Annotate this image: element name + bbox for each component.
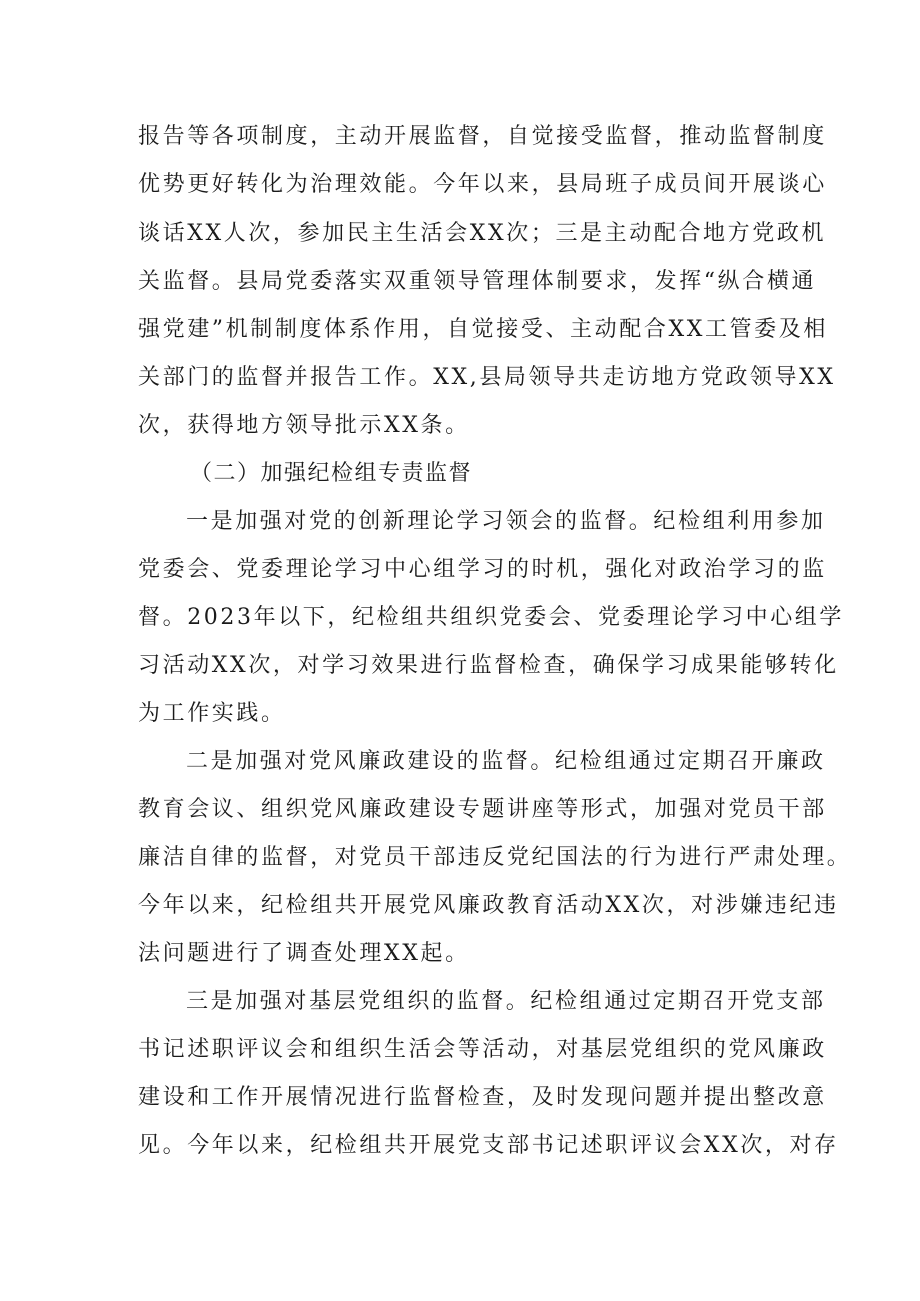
text-line: 报告等各项制度，主动开展监督，自觉接受监督，推动监督制度 bbox=[138, 124, 827, 149]
text-line: 督。2023年以下，纪检组共组织党委会、党委理论学习中心组学 bbox=[138, 605, 844, 630]
text-line: 教育会议、组织党风廉政建设专题讲座等形式，加强对党员干部 bbox=[138, 797, 827, 822]
text-line: 优势更好转化为治理效能。今年以来，县局班子成员间开展谈心 bbox=[138, 172, 827, 197]
text-line: 法问题进行了调查处理XX起。 bbox=[138, 941, 470, 966]
text-line: 书记述职评议会和组织生活会等活动，对基层党组织的党风廉政 bbox=[138, 1037, 827, 1062]
text-line: 党委会、党委理论学习中心组学习的时机，强化对政治学习的监 bbox=[138, 557, 827, 582]
text-line: 建设和工作开展情况进行监督检查，及时发现问题并提出整改意 bbox=[138, 1085, 827, 1110]
text-line: 谈话XX人次，参加民主生活会XX次；三是主动配合地方党政机 bbox=[138, 221, 827, 246]
text-line: 三是加强对基层党组织的监督。纪检组通过定期召开党支部 bbox=[186, 989, 826, 1014]
text-line: 一是加强对党的创新理论学习领会的监督。纪检组利用参加 bbox=[186, 509, 826, 534]
text-line: 强党建”机制制度体系作用，自觉接受、主动配合XX工管委及相 bbox=[138, 317, 828, 342]
text-line: 关部门的监督并报告工作。XX,县局领导共走访地方党政领导XX bbox=[138, 365, 836, 390]
text-line: 廉洁自律的监督，对党员干部违反党纪国法的行为进行严肃处理。 bbox=[138, 845, 852, 870]
text-line: 今年以来，纪检组共开展党风廉政教育活动XX次，对涉嫌违纪违 bbox=[138, 893, 839, 918]
text-line: 二是加强对党风廉政建设的监督。纪检组通过定期召开廉政 bbox=[186, 749, 826, 774]
text-line: 次，获得地方领导批示XX条。 bbox=[138, 413, 470, 438]
text-line: 关监督。县局党委落实双重领导管理体制要求，发挥“纵合横通 bbox=[138, 269, 817, 294]
section-heading: （二）加强纪检组专责监督 bbox=[190, 461, 473, 486]
text-line: 为工作实践。 bbox=[138, 701, 286, 726]
text-line: 习活动XX次，对学习效果进行监督检查，确保学习成果能够转化 bbox=[138, 653, 839, 678]
text-line: 见。今年以来，纪检组共开展党支部书记述职评议会XX次，对存 bbox=[138, 1133, 839, 1158]
